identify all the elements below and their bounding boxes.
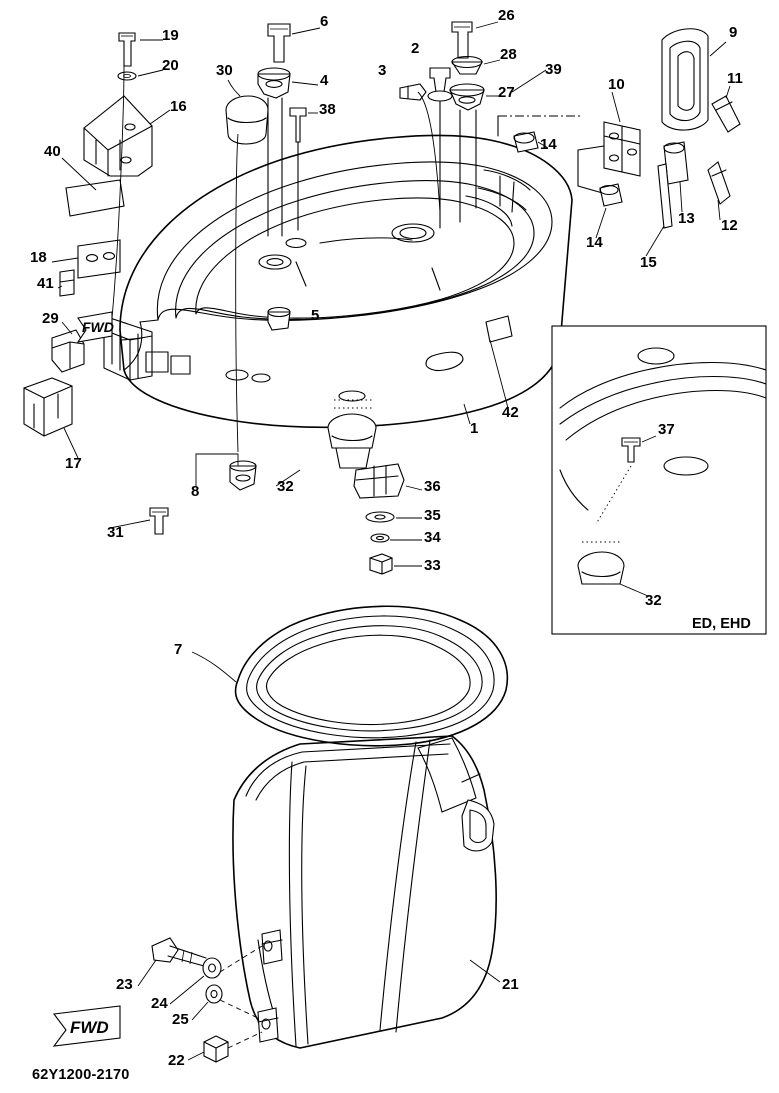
callout-42: 42	[502, 404, 519, 421]
callout-34: 34	[424, 529, 441, 546]
callout-17: 17	[65, 455, 82, 472]
callout-14-lower: 14	[586, 234, 603, 251]
callout-8: 8	[191, 483, 200, 500]
callout-14-upper: 14	[540, 136, 557, 153]
callout-4: 4	[320, 72, 329, 89]
callout-33: 33	[424, 557, 441, 574]
callout-31: 31	[107, 524, 124, 541]
callout-16: 16	[170, 98, 187, 115]
callout-15: 15	[640, 254, 657, 271]
callout-26: 26	[498, 7, 515, 24]
callout-30: 30	[216, 62, 233, 79]
callout-38: 38	[319, 101, 336, 118]
callout-32-inset: 32	[645, 592, 662, 609]
callout-9: 9	[729, 24, 738, 41]
callout-2: 2	[411, 40, 420, 57]
callout-40: 40	[44, 143, 61, 160]
callout-22: 22	[168, 1052, 185, 1069]
callout-27: 27	[498, 84, 515, 101]
callout-6: 6	[320, 13, 329, 30]
callout-13: 13	[678, 210, 695, 227]
callout-39: 39	[545, 61, 562, 78]
callout-20: 20	[162, 57, 179, 74]
callout-5: 5	[311, 307, 320, 324]
callout-19: 19	[162, 27, 179, 44]
fwd-marker-lower-label: FWD	[70, 1018, 109, 1037]
callout-3: 3	[378, 62, 387, 79]
inset-caption: ED, EHD	[692, 616, 751, 632]
callout-29: 29	[42, 310, 59, 327]
callout-28: 28	[500, 46, 517, 63]
callout-25: 25	[172, 1011, 189, 1028]
callout-37: 37	[658, 421, 675, 438]
callout-24: 24	[151, 995, 168, 1012]
callout-36: 36	[424, 478, 441, 495]
callout-23: 23	[116, 976, 133, 993]
callout-10: 10	[608, 76, 625, 93]
callout-32-main: 32	[277, 478, 294, 495]
callout-35: 35	[424, 507, 441, 524]
fwd-marker-upper-label: FWD	[82, 319, 114, 335]
callout-41: 41	[37, 275, 54, 292]
callout-12: 12	[721, 217, 738, 234]
callout-18: 18	[30, 249, 47, 266]
part-number: 62Y1200-2170	[32, 1067, 130, 1083]
callout-11: 11	[727, 70, 743, 87]
callout-7: 7	[174, 641, 183, 658]
callout-21: 21	[502, 976, 519, 993]
callout-1: 1	[470, 420, 479, 437]
